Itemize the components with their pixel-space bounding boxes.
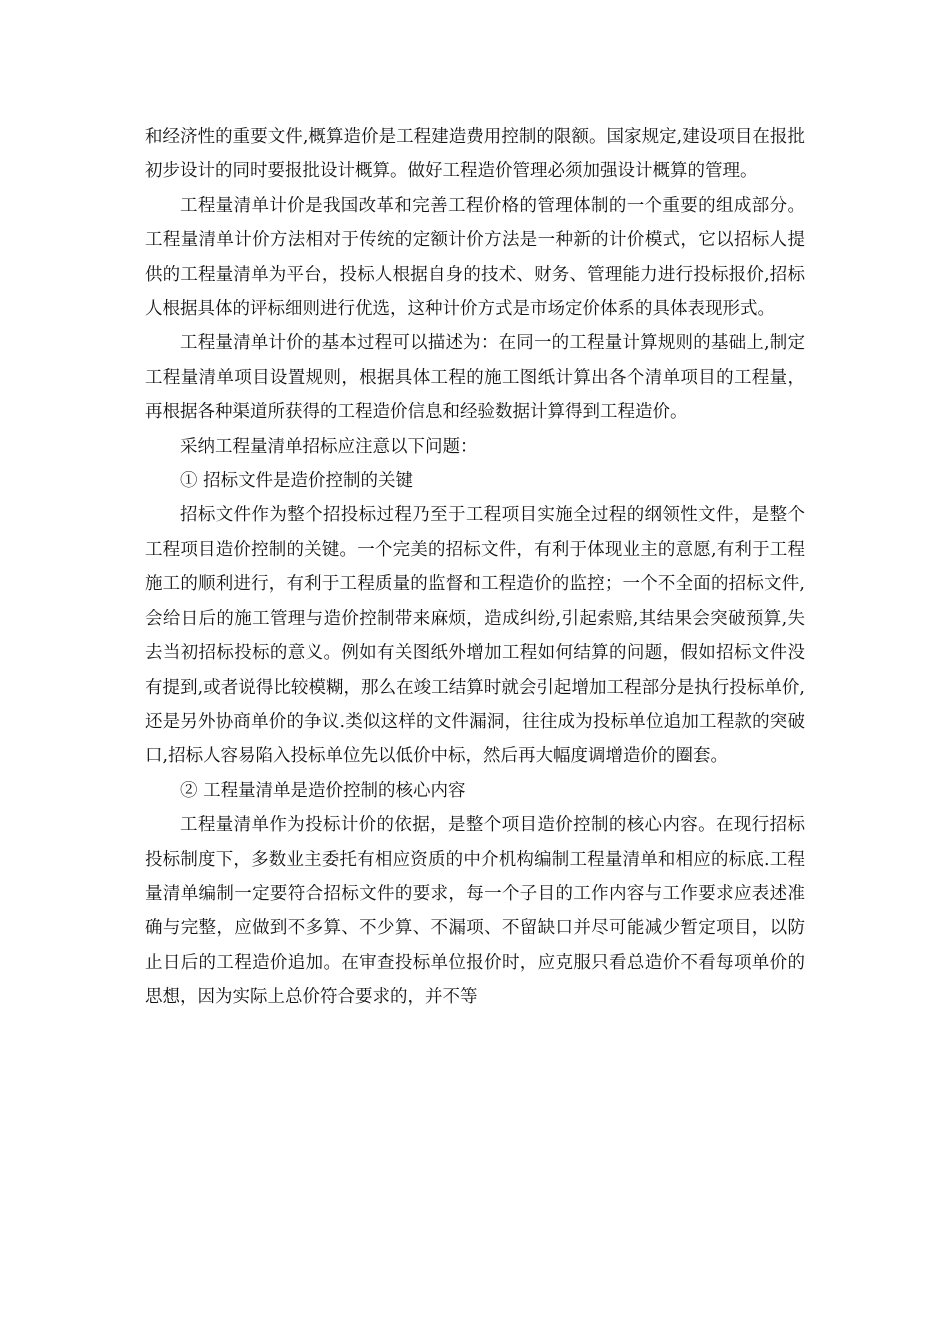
- heading-bill-of-quantities: ② 工程量清单是造价控制的核心内容: [180, 780, 466, 801]
- paragraph-design-estimate: 和经济性的重要文件,概算造价是工程建造费用控制的限额。国家规定,建设项目在报批初步设计的同时要报批设计概算。做好工程造价管理必须加强设计概算的管理。: [145, 127, 805, 182]
- paragraph-issues-intro: 采纳工程量清单招标应注意以下问题：: [180, 436, 478, 457]
- paragraph-bill-of-quantities-pricing: 工程量清单计价是我国改革和完善工程价格的管理体制的一个重要的组成部分。工程量清单计价方法相对于传统的定额计价方法是一种新的计价模式，它以招标人提供的工程量清单为平台，投标人根据自身的技术、财务、管理能力进行投标报价,招标人根据具体的评标细则进行优选，这种计价方式是市场定价体系的具体表现形式。: [145, 195, 805, 320]
- document-body: [145, 120, 805, 1015]
- paragraph-pricing-process: 工程量清单计价的基本过程可以描述为：在同一的工程量计算规则的基础上,制定工程量清单项目设置规则，根据具体工程的施工图纸计算出各个清单项目的工程量，再根据各种渠道所获得的工程造价信息和经验数据计算得到工程造价。: [145, 333, 805, 423]
- paragraph-tender-documents: 招标文件作为整个招投标过程乃至于工程项目实施全过程的纲领性文件，是整个工程项目造价控制的关键。一个完美的招标文件，有利于体现业主的意愿,有利于工程施工的顺利进行，有利于工程质量的监督和工程造价的监控；一个不全面的招标文件,会给日后的施工管理与造价控制带来麻烦，造成纠纷,引起索赔,其结果会突破预算,失去当初招标投标的意义。例如有关图纸外增加工程如何结算的问题，假如招标文件没有提到,或者说得比较模糊，那么在竣工结算时就会引起增加工程部分是执行投标单价,还是另外协商单价的争议.类似这样的文件漏洞，往往成为投标单位追加工程款的突破口,招标人容易陷入投标单位先以低价中标，然后再大幅度调增造价的圈套。: [145, 505, 805, 767]
- heading-tender-documents: ① 招标文件是造价控制的关键: [180, 471, 414, 492]
- paragraph-bill-of-quantities: 工程量清单作为投标计价的依据，是整个项目造价控制的核心内容。在现行招标投标制度下，多数业主委托有相应资质的中介机构编制工程量清单和相应的标底.工程量清单编制一定要符合招标文件的要求，每一个子目的工作内容与工作要求应表述准确与完整，应做到不多算、不少算、不漏项、不留缺口并尽可能减少暂定项目，以防止日后的工程造价追加。在审查投标单位报价时，应克服只看总造价不看每项单价的思想，因为实际上总价符合要求的，并不等: [145, 815, 805, 1008]
